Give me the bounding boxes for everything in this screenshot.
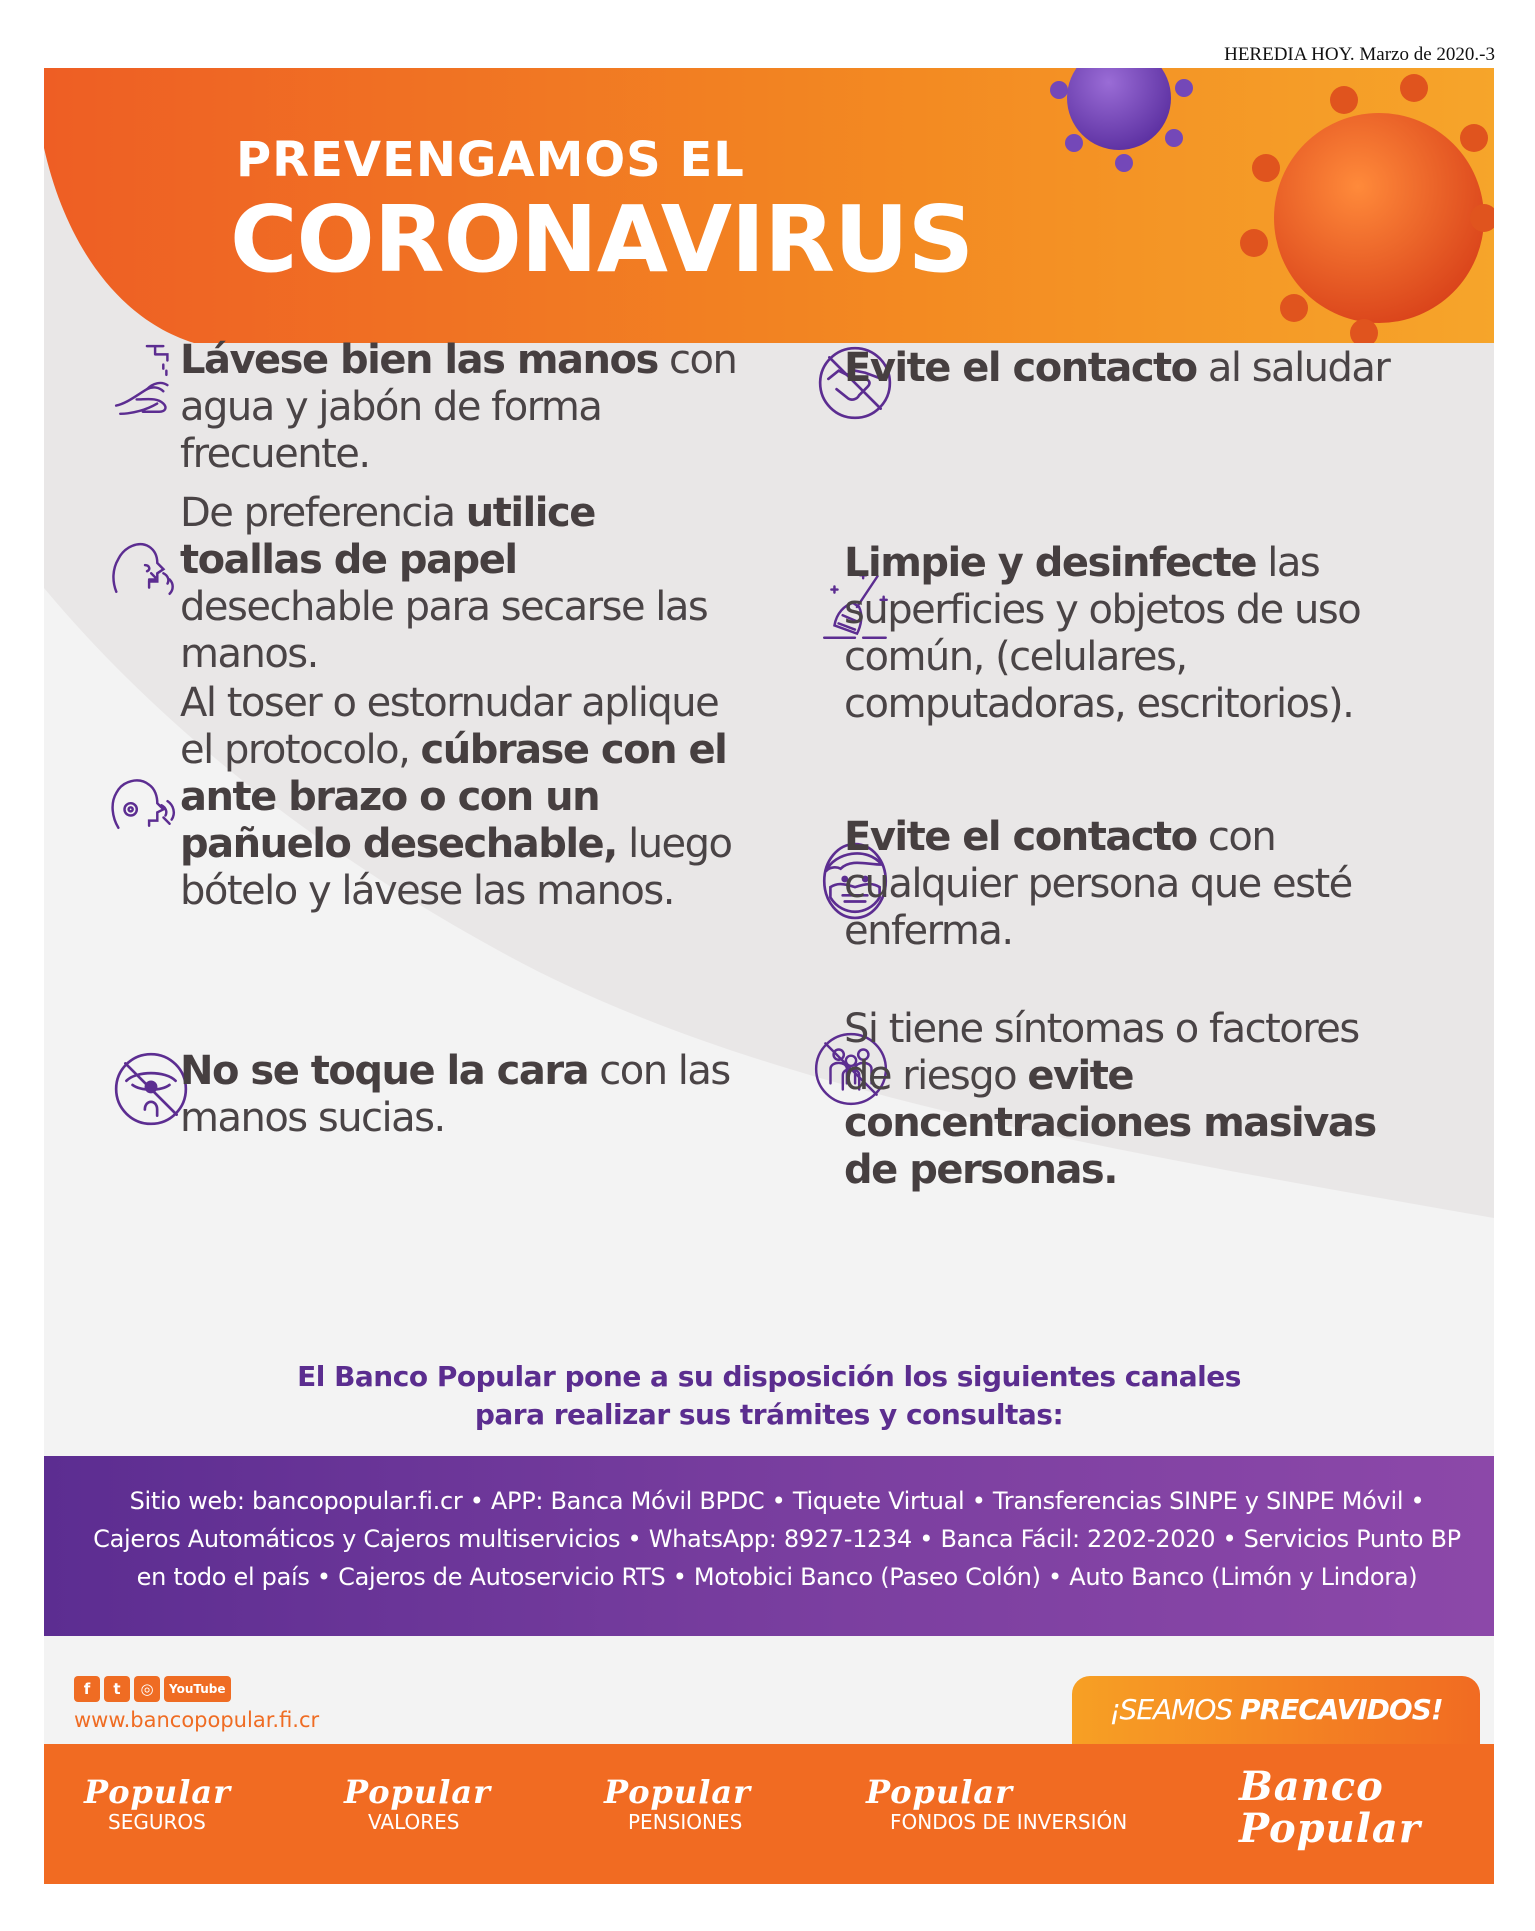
brand-popular-valores: Popular VALORES [344, 1773, 491, 1834]
brand-popular-seguros: Popular SEGUROS [84, 1773, 231, 1834]
footer-brands [44, 1744, 1494, 1884]
tip-no-touch-face: No se toque la cara con las manos sucias. [180, 1048, 730, 1141]
cough-icon [104, 754, 186, 836]
facebook-icon[interactable]: f [74, 1676, 100, 1702]
instagram-icon[interactable]: ◎ [134, 1676, 160, 1702]
channels-title: El Banco Popular pone a su disposición los siguientes canales para realizar sus trámites y consultas: [297, 1360, 1241, 1431]
channels-list: Sitio web: bancopopular.fi.cr • APP: Banca Móvil BPDC • Tiquete Virtual • Transferencias SINPE y SINPE Móvil • Cajeros Automáticos y Cajeros multiservicios • WhatsApp: 8927-1234 • Banca Fácil: 2202-2020 • Servicios Punto BP en todo el país • Cajeros de Autoservicio RTS • Motobici Banco (Paseo Colón) • Auto Banco (Limón y Lindora) [93, 1487, 1461, 1591]
brand-popular-pensiones: Popular PENSIONES [604, 1773, 751, 1834]
paper-towel-icon [104, 520, 186, 602]
banner-title-main: CORONAVIRUS [230, 186, 973, 293]
website-link[interactable]: www.bancopopular.fi.cr [74, 1708, 320, 1732]
banner-title-top: PREVENGAMOS EL [236, 132, 745, 188]
youtube-icon[interactable]: YouTube [164, 1676, 231, 1702]
poster [44, 68, 1494, 1884]
slogan-badge: ¡SEAMOS PRECAVIDOS! [1072, 1676, 1480, 1744]
newspaper-header: HEREDIA HOY. Marzo de 2020.-3 [1224, 44, 1495, 65]
tip-no-contact-greeting: Evite el contacto al saludar [844, 345, 1390, 391]
tip-cough-protocol: Al toser o estornudar aplique el protocolo, cúbrase con el ante brazo o con un pañuelo desechable, luego bótelo y lávese las manos. [180, 680, 732, 914]
tip-wash-hands: Lávese bien las manos con agua y jabón de forma frecuente. [180, 337, 737, 477]
twitter-icon[interactable]: t [104, 1676, 130, 1702]
brand-popular-fondos: Popular FONDOS DE INVERSIÓN [866, 1773, 1128, 1834]
channels-band [44, 1456, 1494, 1636]
tip-clean-disinfect: Limpie y desinfecte las superficies y objetos de uso común, (celulares, computadoras, escritorios). [844, 540, 1361, 727]
tip-avoid-sick: Evite el contacto con cualquier persona que esté enferma. [844, 814, 1352, 954]
tip-avoid-crowds: Si tiene síntomas o factores de riesgo evite concentraciones masivas de personas. [844, 1006, 1376, 1193]
social-icons [74, 1676, 231, 1702]
banco-popular-logo: Banco Popular [1239, 1763, 1421, 1852]
tip-paper-towels: De preferencia utilice toallas de papel desechable para secarse las manos. [180, 490, 708, 677]
